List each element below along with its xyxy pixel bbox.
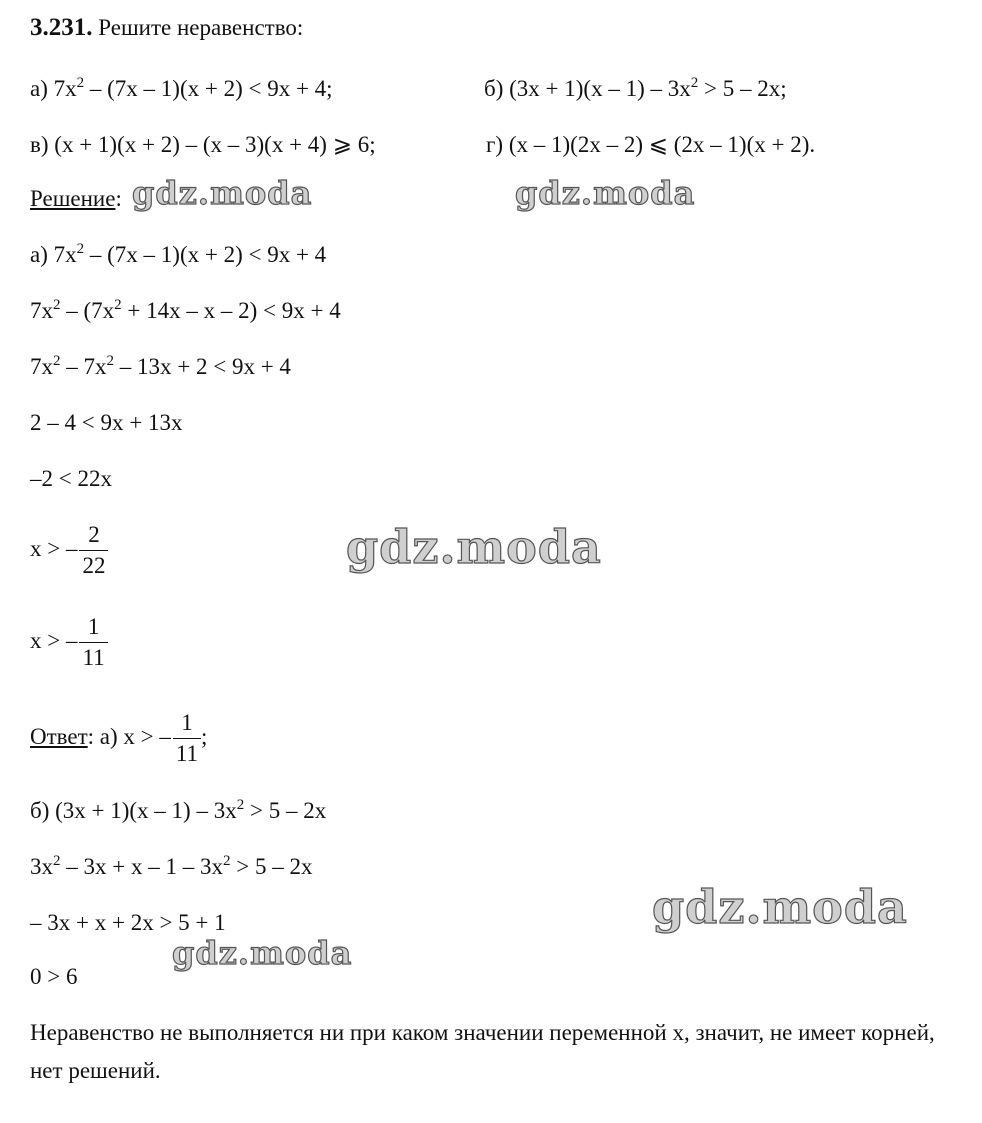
- answer-label: Ответ: [30, 723, 88, 749]
- solution-a-step-4: 2 – 4 < 9x + 13x: [30, 410, 183, 435]
- solution-a-step-7: x > – $\frac{1}{11}$: [30, 612, 108, 673]
- problem-title: Решите неравенство:: [98, 15, 304, 40]
- conclusion-text: Неравенство не выполняется ни при каком значении переменной x, значит, не имеет корней, нет решений.: [30, 1020, 935, 1083]
- watermark: gdz.moda: [346, 520, 602, 574]
- problem-number: 3.231.: [30, 14, 93, 41]
- solution-b-step-1: б) $(3x + 1)(x - 1) - 3x^2 > 5 - 2x$: [30, 797, 327, 823]
- solution-a-step-5: –2 < 22x: [30, 466, 112, 491]
- fraction: $\frac{2}{22}$: [79, 520, 108, 581]
- fraction: $\frac{1}{11}$: [173, 708, 201, 769]
- solution-label: Решение: [30, 186, 116, 211]
- answer-a: Ответ: а) x > – $\frac{1}{11}$ ;: [30, 708, 207, 769]
- solution-a-step-2: $7x^2 - (7x^2 + 14x - x - 2) < 9x + 4$: [30, 297, 341, 323]
- fraction: $\frac{1}{11}$: [79, 612, 107, 673]
- solution-header: Решение:: [30, 186, 122, 211]
- problem-header: [30, 14, 303, 42]
- solution-b-step-3: – 3x + x + 2x > 5 + 1: [30, 910, 226, 935]
- watermark: gdz.moda: [172, 934, 353, 972]
- watermark: gdz.moda: [132, 174, 313, 212]
- task-b: б) $(3x + 1)(x - 1) - 3x^2 > 5 - 2x$;: [484, 75, 787, 101]
- task-a: а) $7x^2 - (7x - 1)(x + 2) < 9x + 4$;: [30, 75, 333, 101]
- watermark: gdz.moda: [515, 174, 696, 212]
- solution-a-step-3: $7x^2 - 7x^2 - 13x + 2 < 9x + 4$: [30, 353, 291, 379]
- solution-b-step-2: $3x^2 - 3x + x - 1 - 3x^2 > 5 - 2x$: [30, 853, 313, 879]
- task-d: г) (x – 1)(2x – 2) ⩽ (2x – 1)(x + 2).: [486, 132, 816, 157]
- solution-a-step-6: x > – $\frac{2}{22}$: [30, 520, 108, 581]
- solution-b-step-4: 0 > 6: [30, 964, 78, 989]
- watermark: gdz.moda: [652, 880, 908, 934]
- task-c: в) (x + 1)(x + 2) – (x – 3)(x + 4) ⩾ 6;: [30, 132, 376, 157]
- solution-a-step-1: а) $7x^2 - (7x - 1)(x + 2) < 9x + 4$: [30, 241, 327, 267]
